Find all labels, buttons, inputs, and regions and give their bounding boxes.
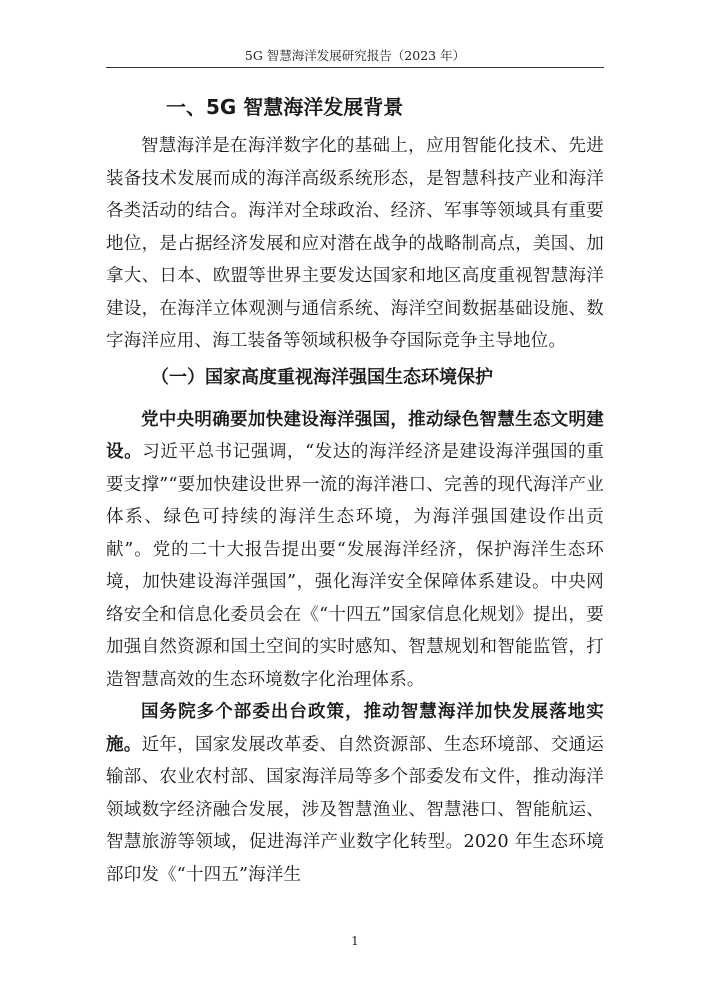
running-header: 5G 智慧海洋发展研究报告（2023 年） (244, 48, 466, 63)
intro-paragraph: 智慧海洋是在海洋数字化的基础上，应用智能化技术、先进装备技术发展而成的海洋高级系统形态，是智慧科技产业和海洋各类活动的结合。海洋对全球政治、经济、军事等领域具有重要地位，是占据经济发展和应对潜在战争的战略制高点，美国、加拿大、日本、欧盟等世界主要发达国家和地区高度重视智慧海洋建设，在海洋立体观测与通信系统、海洋空间数据基础设施、数字海洋应用、海工装备等领域积极争夺国际竞争主导地位。 (106, 136, 604, 351)
paragraph-state-council (106, 696, 604, 891)
subsection-heading: （一）国家高度重视海洋强国生态环境保护 (151, 366, 493, 388)
section-heading: 一、5G 智慧海洋发展背景 (166, 95, 404, 119)
paragraph-lead: 国务院多个部委出台政策，推动智慧海洋加快发展落地实施。 (106, 702, 604, 755)
paragraph-body: 近年，国家发展改革委、自然资源部、生态环境部、交通运输部、农业农村部、国家海洋局等多个部委发布文件，推动海洋领域数字经济融合发展，涉及智慧渔业、智慧港口、智能航运、智慧旅游等领域，促进海洋产业数字化转型。2020 年生态环境部印发《“十四五”海洋生 (106, 734, 604, 885)
document-body (106, 84, 604, 891)
paragraph-body: 习近平总书记强调，“发达的海洋经济是建设海洋强国的重要支撑”“要加快建设世界一流的海洋港口、完善的现代海洋产业体系、绿色可持续的海洋生态环境，为海洋强国建设作出贡献”。党的二十大报告提出要“发展海洋经济，保护海洋生态环境，加快建设海洋强国”，强化海洋安全保障体系建设。中央网络安全和信息化委员会在《“十四五”国家信息化规划》提出，要加强自然资源和国土空间的实时感知、智慧规划和智能监管，打造智慧高效的生态环境数字化治理体系。 (106, 442, 604, 690)
paragraph-lead: 党中央明确要加快建设海洋强国，推动绿色智慧生态文明建设。 (106, 409, 604, 462)
paragraph-party-central (106, 404, 604, 697)
header-rule (106, 67, 604, 68)
page-number: 1 (351, 934, 359, 948)
